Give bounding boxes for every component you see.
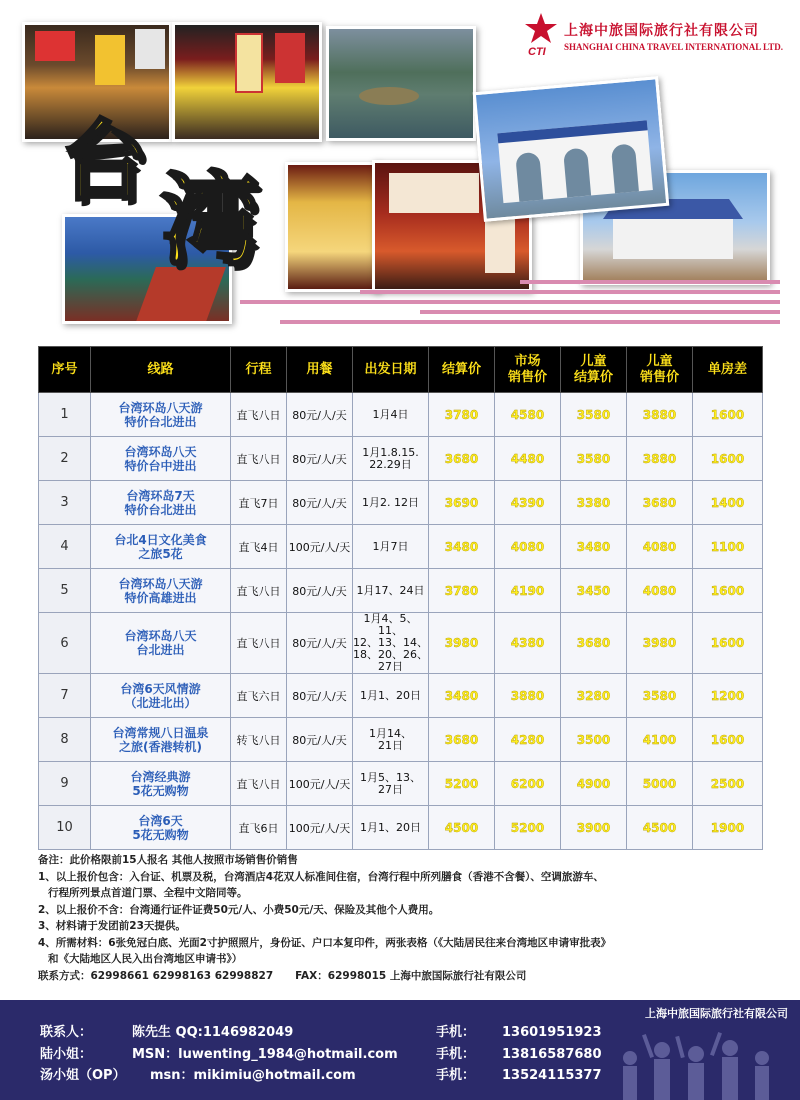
cell-child-settle: 3500 [561, 718, 627, 762]
cell-meal: 100元/人/天 [287, 525, 353, 569]
table-row [39, 762, 763, 806]
cell-no: 8 [39, 718, 91, 762]
cell-single: 1900 [693, 806, 763, 850]
cell-settle: 3780 [429, 569, 495, 613]
table-row [39, 393, 763, 437]
cell-meal: 80元/人/天 [287, 393, 353, 437]
mobile-number: 13524115377 [502, 1068, 602, 1083]
company-logo [524, 12, 794, 62]
cell-single: 1600 [693, 393, 763, 437]
hero-title [60, 92, 300, 279]
note-materials: 4、所需材料：6张免冠白底、光面2寸护照照片，身份证、户口本复印件，两张表格（《大陆居民往来台湾地区申请审批表》 [38, 936, 612, 949]
cell-settle: 3680 [429, 437, 495, 481]
cell-child-sale: 4080 [627, 525, 693, 569]
cell-child-settle: 3380 [561, 481, 627, 525]
cell-market: 4480 [495, 437, 561, 481]
cell-route: 台湾6天风情游 （北进北出） [91, 674, 231, 718]
cell-meal: 80元/人/天 [287, 718, 353, 762]
cell-route: 台湾环岛八天 特价台中进出 [91, 437, 231, 481]
contact-row-2 [40, 1043, 398, 1062]
cell-single: 1400 [693, 481, 763, 525]
cell-no: 7 [39, 674, 91, 718]
cell-route: 台湾环岛八天游 特价高雄进出 [91, 569, 231, 613]
contact-mobile-3 [436, 1064, 602, 1083]
cell-child-sale: 3880 [627, 393, 693, 437]
contact-label: 陆小姐： [40, 1047, 93, 1062]
brand-name-cn: 上海中旅国际旅行社有限公司 [564, 23, 759, 39]
cell-single: 1200 [693, 674, 763, 718]
contact-label: 联系人： [40, 1025, 93, 1040]
cell-meal: 80元/人/天 [287, 613, 353, 674]
cell-date: 1月4、5、11、 12、13、14、 18、20、26、 27日 [353, 612, 428, 673]
contact-mobile-2 [436, 1043, 602, 1062]
cell-days: 直飞六日 [231, 674, 287, 718]
cell-date: 1月2. 12日 [353, 481, 429, 525]
cell-meal: 80元/人/天 [287, 481, 353, 525]
table-row [39, 674, 763, 718]
footer-company: 上海中旅国际旅行社有限公司 [645, 1007, 788, 1020]
cell-no: 9 [39, 762, 91, 806]
cell-days: 直飞八日 [231, 762, 287, 806]
cell-child-settle: 3680 [561, 613, 627, 674]
cell-route: 台湾环岛八天 台北进出 [91, 613, 231, 674]
cell-market: 4280 [495, 718, 561, 762]
cell-date: 1月1、20日 [353, 674, 429, 718]
brand-abbr: CTI [528, 46, 546, 58]
cell-market: 4190 [495, 569, 561, 613]
table-row [39, 525, 763, 569]
table-row [39, 613, 763, 674]
contact-row-1 [40, 1021, 293, 1040]
cell-child-settle: 3280 [561, 674, 627, 718]
table-row [39, 718, 763, 762]
cell-market: 4380 [495, 613, 561, 674]
cell-no: 4 [39, 525, 91, 569]
column-header: 儿童 结算价 [561, 347, 627, 393]
cell-settle: 5200 [429, 762, 495, 806]
cell-child-sale: 4500 [627, 806, 693, 850]
cell-days: 直飞八日 [231, 569, 287, 613]
cell-no: 6 [39, 613, 91, 674]
note-remark: 备注：此价格限前15人报名 其他人按照市场销售价销售 [38, 854, 298, 866]
cell-days: 直飞6日 [231, 806, 287, 850]
cell-route: 台北4日文化美食 之旅5花 [91, 525, 231, 569]
cell-date: 1月4日 [353, 393, 429, 437]
cell-child-settle: 3900 [561, 806, 627, 850]
column-header: 行程 [231, 347, 287, 393]
cell-market: 4580 [495, 393, 561, 437]
cell-settle: 3690 [429, 481, 495, 525]
cell-no: 2 [39, 437, 91, 481]
cell-single: 1600 [693, 613, 763, 674]
cell-child-sale: 4080 [627, 569, 693, 613]
table-row [39, 437, 763, 481]
cell-route: 台湾环岛八天游 特价台北进出 [91, 393, 231, 437]
column-header: 结算价 [429, 347, 495, 393]
liberty-gate-photo [473, 76, 670, 222]
cell-child-settle: 4900 [561, 762, 627, 806]
column-header: 单房差 [693, 347, 763, 393]
cell-settle: 3780 [429, 393, 495, 437]
note-contact: 联系方式：62998661 62998163 62998827 FAX：62998015 上海中旅国际旅行社有限公司 [38, 969, 527, 982]
column-header: 线路 [91, 347, 231, 393]
cell-days: 直飞八日 [231, 393, 287, 437]
cell-route: 台湾常规八日温泉 之旅(香港转机) [91, 718, 231, 762]
red-star-icon [524, 12, 558, 46]
note-include-cont: 行程所列景点首道门票、全程中文陪同等。 [48, 887, 248, 899]
contact-value: 陈先生 QQ:1146982049 [132, 1025, 294, 1040]
hero-title-char-2: 湾 [160, 162, 260, 279]
cell-child-sale: 3980 [627, 613, 693, 674]
cell-meal: 80元/人/天 [287, 674, 353, 718]
cell-days: 直飞八日 [231, 613, 287, 674]
cell-single: 2500 [693, 762, 763, 806]
cell-route: 台湾经典游 5花无购物 [91, 762, 231, 806]
table-header-row [39, 347, 763, 393]
price-table [38, 346, 763, 850]
cell-date: 1月1、20日 [353, 806, 429, 850]
contact-row-3 [40, 1064, 356, 1083]
cell-single: 1600 [693, 569, 763, 613]
cell-child-settle: 3450 [561, 569, 627, 613]
cell-single: 1600 [693, 437, 763, 481]
cell-no: 10 [39, 806, 91, 850]
cell-single: 1100 [693, 525, 763, 569]
mobile-label: 手机： [436, 1068, 476, 1083]
cell-date: 1月5、13、 27日 [353, 762, 429, 806]
cell-no: 3 [39, 481, 91, 525]
cell-settle: 3980 [429, 613, 495, 674]
cell-settle: 3680 [429, 718, 495, 762]
cell-route: 台湾6天 5花无购物 [91, 806, 231, 850]
cell-child-settle: 3480 [561, 525, 627, 569]
brand-name-en: SHANGHAI CHINA TRAVEL INTERNATIONAL LTD. [564, 42, 783, 52]
column-header: 用餐 [287, 347, 353, 393]
cell-settle: 3480 [429, 525, 495, 569]
table-body [39, 393, 763, 850]
cell-days: 直飞7日 [231, 481, 287, 525]
cell-meal: 80元/人/天 [287, 569, 353, 613]
contact-label: 汤小姐（OP） [40, 1068, 126, 1083]
cell-no: 1 [39, 393, 91, 437]
cell-market: 5200 [495, 806, 561, 850]
mobile-number: 13601951923 [502, 1025, 602, 1040]
cell-child-sale: 3680 [627, 481, 693, 525]
mobile-label: 手机： [436, 1047, 476, 1062]
cell-child-settle: 3580 [561, 393, 627, 437]
note-include: 1、以上报价包含：入台证、机票及税，台湾酒店4花双人标准间住宿，台湾行程中所列膳食（香港不含餐）、空调旅游车、 [38, 870, 604, 883]
decorative-stripes [210, 280, 780, 330]
cell-no: 5 [39, 569, 91, 613]
cell-date: 1月17、24日 [353, 569, 429, 613]
cell-market: 3880 [495, 674, 561, 718]
contact-mobile-1 [436, 1021, 602, 1040]
cell-child-sale: 4100 [627, 718, 693, 762]
cell-market: 4390 [495, 481, 561, 525]
cell-days: 直飞4日 [231, 525, 287, 569]
table-row [39, 481, 763, 525]
cell-settle: 3480 [429, 674, 495, 718]
cell-route: 台湾环岛7天 特价台北进出 [91, 481, 231, 525]
column-header: 出发日期 [353, 347, 429, 393]
cell-child-sale: 5000 [627, 762, 693, 806]
column-header: 序号 [39, 347, 91, 393]
cell-single: 1600 [693, 718, 763, 762]
note-materials-cont: 和《大陆地区人民入出台湾地区申请书》） [48, 953, 243, 965]
contact-value: msn：mikimiu@hotmail.com [150, 1068, 356, 1083]
notes-section [38, 852, 778, 984]
cell-child-sale: 3880 [627, 437, 693, 481]
note-materials-deadline: 3、材料请于发团前23天提供。 [38, 920, 186, 932]
contact-value: MSN：luwenting_1984@hotmail.com [132, 1047, 398, 1062]
cheering-crowd-icon [610, 1030, 780, 1100]
table-row [39, 806, 763, 850]
cell-child-settle: 3580 [561, 437, 627, 481]
cell-date: 1月1.8.15. 22.29日 [353, 437, 429, 481]
cell-meal: 100元/人/天 [287, 806, 353, 850]
cell-date: 1月14、 21日 [353, 718, 429, 762]
mobile-number: 13816587680 [502, 1047, 602, 1062]
cell-meal: 80元/人/天 [287, 437, 353, 481]
table-row [39, 569, 763, 613]
column-header: 儿童 销售价 [627, 347, 693, 393]
cell-days: 直飞八日 [231, 437, 287, 481]
hero-title-char-1: 台 [60, 110, 149, 213]
cell-market: 4080 [495, 525, 561, 569]
cell-meal: 100元/人/天 [287, 762, 353, 806]
footer [0, 1000, 800, 1100]
cell-date: 1月7日 [353, 525, 429, 569]
cell-market: 6200 [495, 762, 561, 806]
note-exclude: 2、以上报价不含：台湾通行证件证费50元/人、小费50元/天、保险及其他个人费用。 [38, 903, 440, 916]
column-header: 市场 销售价 [495, 347, 561, 393]
cell-days: 转飞八日 [231, 718, 287, 762]
mobile-label: 手机： [436, 1025, 476, 1040]
lake-photo [326, 26, 476, 141]
cell-child-sale: 3580 [627, 674, 693, 718]
cell-settle: 4500 [429, 806, 495, 850]
